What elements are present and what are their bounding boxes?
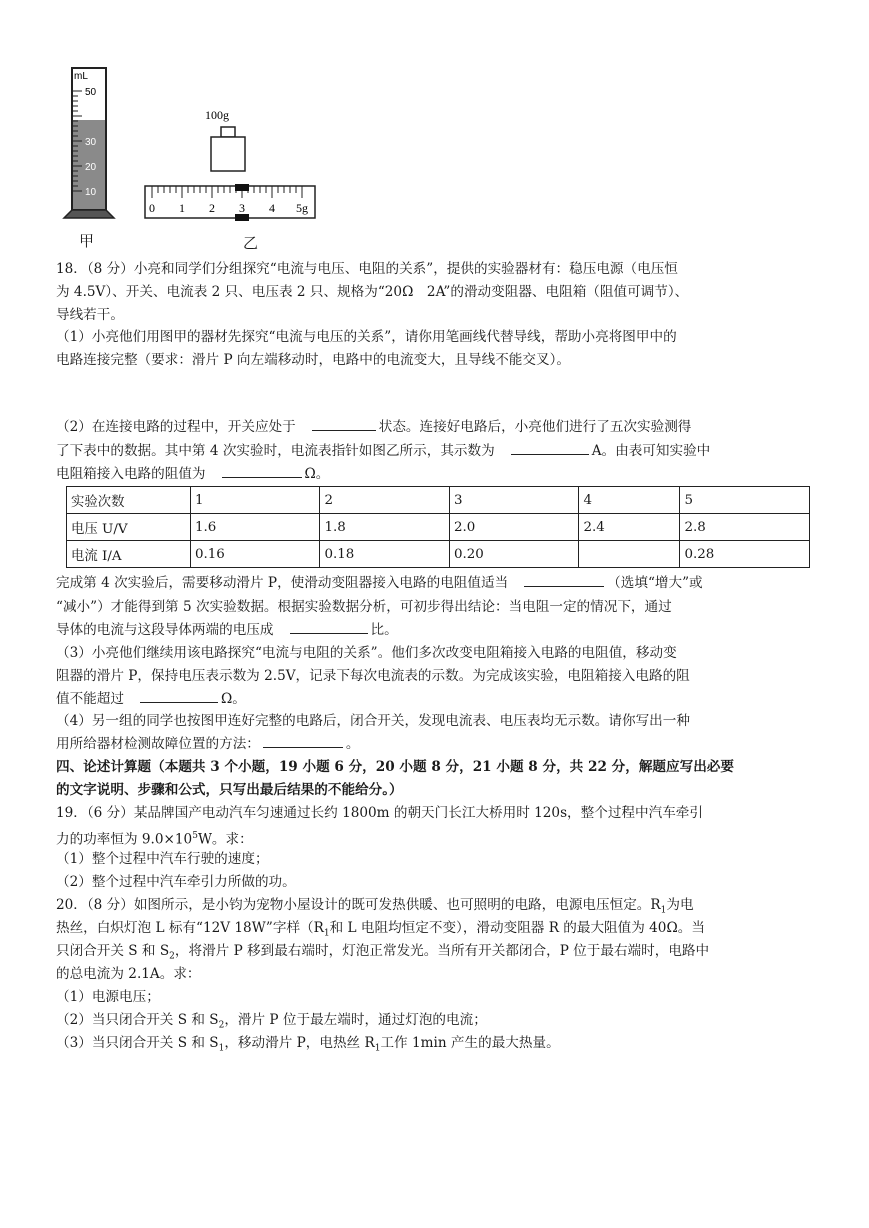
table-cell: 2 [320,487,449,514]
q18-line-15: （4）另一组的同学也按图甲连好完整的电路后，闭合开关，发现电流表、电压表均无示数。请你写出一种 [56,713,690,729]
q18-line-11-a: 导体的电流与这段导体两端的电压成 [56,622,274,638]
fault-detection-method-blank[interactable] [263,733,343,748]
q18-line-16-a: 用所给器材检测故障位置的方法： [56,736,260,752]
q20-sub: 1 [660,905,667,916]
table-cell: 1 [191,487,320,514]
ammeter-reading-blank[interactable] [511,440,589,455]
q18-line-8-b: Ω。 [304,466,330,482]
q18-line-11 [56,619,398,641]
q20-line-2-a: 热丝，白炽灯泡 L 标有“12V 18W”字样（R [56,920,324,936]
q20-sub: 1 [323,928,330,939]
table-cell [579,541,680,568]
rheostat-change-blank[interactable] [524,572,604,587]
q20-sub: 1 [374,1043,381,1054]
q18-line-9-b: （选填“增大”或 [607,575,703,591]
max-resistance-blank[interactable] [140,688,218,703]
table-cell: 电压 U/V [67,514,191,541]
q20-line-7-a: （3）当只闭合开关 S 和 S [56,1035,219,1051]
q18-line-13: 阻器的滑片 P，保持电压表示数为 2.5V，记录下每次电流表的示数。为完成该实验，电阻箱接入电路的阻 [56,668,690,684]
q18-line-10: “减小”）才能得到第 5 次实验数据。根据实验数据分析，可初步得出结论：当电阻一定的情况下，通过 [56,599,672,615]
q20-line-1-a: 20．（8 分）如图所示，是小钧为宠物小屋设计的既可发热供暖、也可照明的电路，电源电压恒定。R [56,897,661,913]
q19-exponent: 5 [192,831,198,841]
scale-tick-2: 2 [209,201,215,215]
scale-tick-1: 1 [179,201,185,215]
figure-caption-jia: 甲 [79,232,95,250]
q18-line-7 [56,440,710,462]
q20-line-4: 的总电流为 2.1A。求： [56,966,201,982]
q20-line-3-b: ，将滑片 P 移到最右端时，灯泡正常发光。当所有开关都闭合，P 位于最右端时，电路中 [174,943,710,959]
q18-line-1: 18．（8 分）小亮和同学们分组探究“电流与电压、电阻的关系”，提供的实验器材有：稳压电源（电压恒 [56,261,678,277]
q20-line-7-b: ，移动滑片 P，电热丝 R [224,1035,375,1051]
q20-line-7 [56,1032,560,1060]
table-cell: 实验次数 [67,487,191,514]
q18-line-16-b: 。 [345,736,360,752]
section-4-heading-line-2: 的文字说明、步骤和公式，只写出最后结果的不能给分。） [56,782,403,798]
q18-line-4: （1）小亮他们用图甲的器材先探究“电流与电压的关系”，请你用笔画线代替导线，帮助小亮将图甲中的 [56,329,677,345]
q19-line-1: 19．（6 分）某品牌国产电动汽车匀速通过长约 1800m 的朝天门长江大桥用时 120s，整个过程中汽车牵引 [56,805,703,821]
q20-line-3-a: 只闭合开关 S 和 S [56,943,170,959]
figure-caption-yi: 乙 [243,234,259,252]
q20-line-6-b: ，滑片 P 位于最左端时，通过灯泡的电流； [224,1012,487,1028]
q18-line-14-a: 值不能超过 [56,691,124,707]
q18-line-6-a: （2）在连接电路的过程中，开关应处于 [56,419,296,435]
q18-line-11-b: 比。 [370,622,398,638]
table-cell: 1.8 [320,514,449,541]
q20-line-6-a: （2）当只闭合开关 S 和 S [56,1012,219,1028]
q18-line-8-a: 电阻箱接入电路的阻值为 [56,466,206,482]
q18-line-2: 为 4.5V）、开关、电流表 2 只、电压表 2 只、规格为“20Ω 2A”的滑动变阻器、电阻箱（阻值可调节）、 [56,284,689,300]
cylinder-tick-20: 20 [85,162,97,173]
table-cell: 4 [579,487,680,514]
q18-line-3: 导线若干。 [56,307,124,323]
switch-state-blank[interactable] [312,416,376,431]
scale-tick-4: 4 [269,201,275,215]
q18-line-7-b: A。由表可知实验中 [591,443,711,459]
q19-line-2-a: 力的功率恒为 9.0×10 [56,831,193,848]
q18-line-12: （3）小亮他们继续用该电路探究“电流与电阻的关系”。他们多次改变电阻箱接入电路的电阻值，移动变 [56,645,677,661]
q18-line-6 [56,416,691,438]
scale-tick-5g: 5g [296,201,308,215]
q20-line-7-c: 工作 1min 产生的最大热量。 [380,1035,560,1051]
q20-line-5: （1）电源电压； [56,989,160,1005]
q18-line-14-b: Ω。 [220,691,246,707]
table-cell: 2.8 [680,514,810,541]
q18-line-7-a: 了下表中的数据。其中第 4 次实验时，电流表指针如图乙所示，其示数为 [56,443,495,459]
q19-line-3: （1）整个过程中汽车行驶的速度； [56,851,269,867]
q18-line-16 [56,733,360,755]
q20-line-1-b: 为电 [666,897,694,913]
scale-tick-3: 3 [239,201,245,215]
q19-line-4: （2）整个过程中汽车牵引力所做的功。 [56,874,296,890]
proportion-blank[interactable] [290,619,368,634]
cylinder-unit-label: mL [74,71,88,82]
table-cell: 0.28 [680,541,810,568]
q19-line-2-b: W。求： [197,831,253,848]
q18-line-9 [56,572,703,594]
table-cell: 3 [449,487,578,514]
experiment-data-table [66,486,810,568]
table-row [67,514,810,541]
table-cell: 0.20 [449,541,578,568]
table-row [67,541,810,568]
q20-line-2-b: 和 L 电阻均恒定不变），滑动变阻器 R 的最大阻值为 40Ω。当 [329,920,705,936]
cylinder-tick-40: 40 [85,112,97,123]
section-4-heading-line-1: 四、论述计算题（本题共 3 个小题，19 小题 6 分，20 小题 8 分，21 小题 8 分，共 22 分，解题应写出必要 [56,759,734,775]
table-row [67,487,810,514]
cylinder-tick-50: 50 [85,87,97,98]
weight-label: 100g [205,108,229,122]
table-cell: 电流 I/A [67,541,191,568]
q20-sub: 2 [218,1020,225,1031]
q18-line-8 [56,463,329,485]
table-cell: 0.18 [320,541,449,568]
table-cell: 1.6 [191,514,320,541]
graduated-cylinder-figure [56,58,126,224]
scale-tick-0: 0 [149,201,155,215]
table-cell: 2.4 [579,514,680,541]
q19-line-2 [56,825,253,851]
q18-line-6-b: 状态。连接好电路后，小亮他们进行了五次实验测得 [378,419,692,435]
table-cell: 2.0 [449,514,578,541]
balance-scale-figure [140,100,320,225]
q18-line-14 [56,688,246,710]
cylinder-tick-30: 30 [85,137,97,148]
q18-line-9-a: 完成第 4 次实验后，需要移动滑片 P，使滑动变阻器接入电路的电阻值适当 [56,575,509,591]
resistance-box-value-blank[interactable] [222,463,302,478]
cylinder-tick-10: 10 [85,187,97,198]
table-cell: 5 [680,487,810,514]
q20-sub: 1 [218,1043,225,1054]
q18-line-5: 电路连接完整（要求：滑片 P 向左端移动时，电路中的电流变大，且导线不能交叉）。 [56,352,570,368]
table-cell: 0.16 [191,541,320,568]
q20-sub: 2 [169,951,175,962]
